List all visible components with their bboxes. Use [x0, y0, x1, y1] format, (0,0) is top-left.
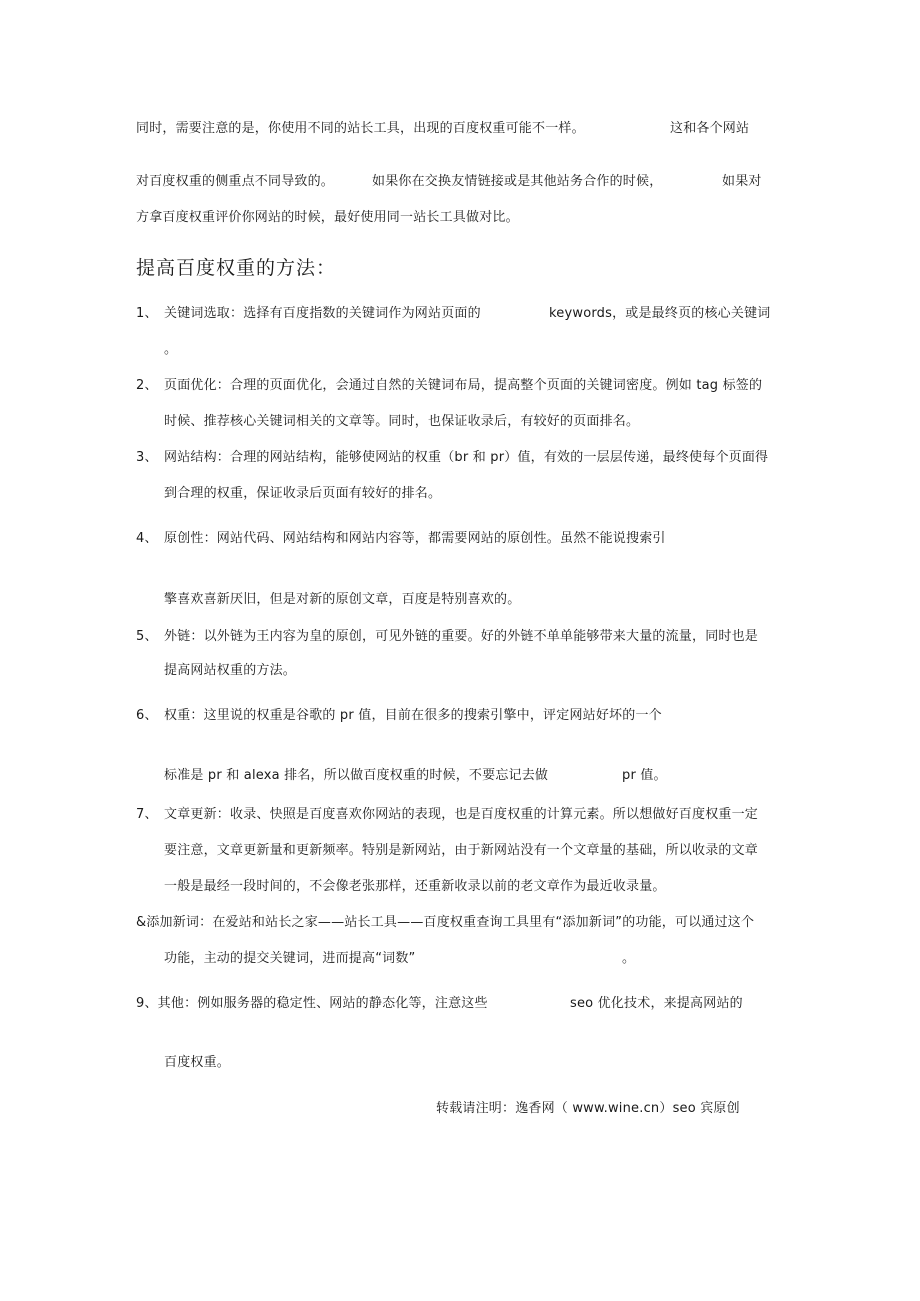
item-1-line-a: 关键词选取：选择有百度指数的关键词作为网站页面的	[164, 306, 481, 321]
item-4-number: 4、	[136, 531, 158, 546]
intro-line-1a: 同时，需要注意的是，你使用不同的站长工具，出现的百度权重可能不一样。	[136, 121, 585, 136]
item-6-line-b2: pr 值。	[622, 768, 667, 783]
item-1-line-c: 。	[164, 342, 178, 357]
item-6-line-a: 权重：这里说的权重是谷歌的 pr 值，目前在很多的搜索引擎中，评定网站好坏的一个	[164, 708, 662, 723]
item-3-number: 3、	[136, 450, 158, 465]
item-5-line-a: 外链：以外链为王内容为皇的原创，可见外链的重要。好的外链不单单能够带来大量的流量，同时也是	[164, 629, 759, 644]
item-2-number: 2、	[136, 378, 158, 393]
item-1-number: 1、	[136, 306, 158, 321]
item-9-line-b: 百度权重。	[164, 1055, 231, 1070]
item-7-line-a: 文章更新：收录、快照是百度喜欢你网站的表现，也是百度权重的计算元素。所以想做好百度权重一定	[164, 807, 759, 822]
item-6-line-b1: 标准是 pr 和 alexa 排名，所以做百度权重的时候，不要忘记去做	[164, 768, 549, 783]
intro-line-3: 方拿百度权重评价你网站的时候，最好使用同一站长工具做对比。	[136, 210, 519, 225]
item-5-line-b: 提高网站权重的方法。	[164, 663, 297, 678]
item-4-line-b: 擎喜欢喜新厌旧，但是对新的原创文章，百度是特别喜欢的。	[164, 592, 521, 607]
item-2-line-b: 时候、推荐核心关键词相关的文章等。同时，也保证收录后，有较好的页面排名。	[164, 414, 640, 429]
item-8-line-b1: 功能，主动的提交关键词，进而提高“词数”	[164, 951, 416, 966]
item-6-number: 6、	[136, 708, 158, 723]
item-9-line-a1: 9、其他：例如服务器的稳定性、网站的静态化等，注意这些	[136, 996, 488, 1011]
intro-line-2b: 如果你在交换友情链接或是其他站务合作的时候，	[372, 174, 663, 189]
item-5-number: 5、	[136, 629, 158, 644]
item-8-line-b2: 。	[622, 951, 636, 966]
item-2-line-a: 页面优化：合理的页面优化，会通过自然的关键词布局，提高整个页面的关键词密度。例如 tag 标签的	[164, 378, 763, 393]
repost-notice: 转载请注明：逸香网（ www.wine.cn）seo 宾原创	[436, 1101, 740, 1116]
intro-line-1b: 这和各个网站	[670, 121, 750, 136]
item-4-line-a: 原创性：网站代码、网站结构和网站内容等，都需要网站的原创性。虽然不能说搜索引	[164, 531, 666, 546]
intro-line-2c: 如果对	[722, 174, 762, 189]
item-3-line-a: 网站结构：合理的网站结构，能够使网站的权重（br 和 pr）值，有效的一层层传递，最终使每个页面得	[164, 450, 769, 465]
item-1-line-b: keywords，或是最终页的核心关键词	[549, 306, 771, 321]
item-8-line-a: &添加新词：在爱站和站长之家——站长工具——百度权重查询工具里有“添加新词”的功能，可以通过这个	[136, 915, 755, 930]
item-7-number: 7、	[136, 807, 158, 822]
item-9-line-a2: seo 优化技术，来提高网站的	[570, 996, 743, 1011]
item-3-line-b: 到合理的权重，保证收录后页面有较好的排名。	[164, 486, 442, 501]
section-heading: 提高百度权重的方法：	[136, 257, 337, 279]
item-7-line-c: 一般是最经一段时间的，不会像老张那样，还重新收录以前的老文章作为最近收录量。	[164, 879, 666, 894]
intro-line-2a: 对百度权重的侧重点不同导致的。	[136, 174, 335, 189]
item-7-line-b: 要注意，文章更新量和更新频率。特别是新网站，由于新网站没有一个文章量的基础，所以收录的文章	[164, 843, 759, 858]
